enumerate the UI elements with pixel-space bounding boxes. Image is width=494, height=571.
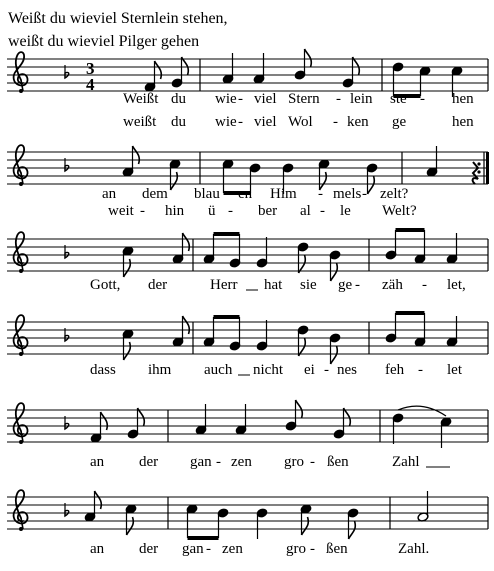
lyric-syllable: en xyxy=(238,186,253,202)
lyric-syllable: Herr xyxy=(210,277,238,293)
lyric-syllable: der xyxy=(139,541,159,557)
note-flag xyxy=(101,412,108,430)
lyric-syllable: an xyxy=(90,541,105,557)
lyric-syllable: viel xyxy=(254,114,277,130)
lyric-syllable: ihm xyxy=(148,362,172,378)
lyric-hyphen: - xyxy=(310,541,315,557)
note-flag xyxy=(124,259,131,277)
lyric-syllable: al xyxy=(300,203,311,219)
lyric-syllable: ßen xyxy=(326,541,348,557)
lyric-syllable: feh xyxy=(385,362,405,378)
note-flag xyxy=(353,57,360,75)
lyric-syllable: hin xyxy=(165,203,185,219)
time-signature-top: 3 xyxy=(86,59,95,78)
note-flag xyxy=(133,146,140,164)
lyric-syllable: an xyxy=(90,454,105,470)
lyric-syllable: blau xyxy=(194,186,220,202)
lyric-hyphen: - xyxy=(333,114,338,130)
lyric-hyphen: - xyxy=(224,186,229,202)
quarter-rest-icon xyxy=(473,162,478,184)
lyric-syllable: zäh xyxy=(382,277,403,293)
lyric-syllable: hat xyxy=(264,277,283,293)
note-flag xyxy=(95,491,102,509)
note-flag xyxy=(368,176,375,194)
lyric-syllable: viel xyxy=(254,91,277,107)
lyric-hyphen: - xyxy=(238,91,243,107)
lyric-hyphen: - xyxy=(318,186,323,202)
lyric-syllable: nes xyxy=(337,362,357,378)
repeat-dot xyxy=(477,162,480,165)
lyric-syllable: ber xyxy=(258,203,278,219)
lyric-syllable: nicht xyxy=(253,362,283,378)
lyric-syllable: ge xyxy=(338,277,353,293)
note-flag xyxy=(124,342,131,360)
lyric-syllable: zen xyxy=(222,541,243,557)
tie xyxy=(398,406,446,416)
lyric-syllable: gro xyxy=(284,454,304,470)
lyric-hyphen: - xyxy=(420,91,425,107)
lyric-syllable: der xyxy=(139,454,159,470)
lyric-syllable: ken xyxy=(347,114,369,130)
lyric-syllable: Zahl. xyxy=(398,541,430,557)
lyric-hyphen: - xyxy=(140,203,145,219)
song-title-line-2: weißt du wieviel Pilger gehen xyxy=(8,33,200,50)
lyric-hyphen: - xyxy=(418,362,423,378)
lyric-hyphen: - xyxy=(238,114,243,130)
lyric-hyphen: - xyxy=(355,277,360,293)
final-barline xyxy=(486,152,489,184)
lyric-syllable: zelt? xyxy=(380,186,409,202)
lyric-syllable: weißt xyxy=(123,114,157,130)
treble-clef-icon xyxy=(14,145,28,186)
note-flag xyxy=(299,338,306,356)
note-flag xyxy=(183,233,190,251)
lyric-syllable: let xyxy=(447,362,462,378)
note-flag xyxy=(296,400,303,418)
lyric-syllable: zen xyxy=(231,454,252,470)
note-flag xyxy=(331,263,338,281)
note-flag xyxy=(349,521,356,539)
lyric-hyphen: - xyxy=(228,203,233,219)
lyric-hyphen: - xyxy=(336,91,341,107)
treble-clef-icon xyxy=(14,490,28,531)
lyric-syllable: mels xyxy=(333,186,362,202)
note-flag xyxy=(299,255,306,273)
lyric-hyphen: - xyxy=(206,541,211,557)
lyric-syllable: ü xyxy=(208,203,216,219)
lyric-syllable: ge xyxy=(392,114,407,130)
lyric-syllable: auch xyxy=(204,362,233,378)
lyric-syllable: Wol xyxy=(288,114,313,130)
lyric-syllable: hen xyxy=(452,114,474,130)
lyric-hyphen: - xyxy=(324,362,329,378)
note-flag xyxy=(182,57,189,75)
lyric-hyphen: - xyxy=(362,186,367,202)
lyric-syllable: du xyxy=(171,114,186,130)
lyric-syllable: gan xyxy=(182,541,204,557)
lyric-syllable: gro xyxy=(286,541,306,557)
note-flag xyxy=(344,408,351,426)
lyric-syllable: Zahl xyxy=(392,454,420,470)
lyric-syllable: du xyxy=(171,91,186,107)
lyric-syllable: Welt? xyxy=(382,203,417,219)
lyric-hyphen: - xyxy=(216,454,221,470)
lyric-syllable: ste xyxy=(390,91,407,107)
lyric-syllable: wie xyxy=(215,114,237,130)
lyric-syllable: an xyxy=(102,186,117,202)
lyric-hyphen: - xyxy=(310,454,315,470)
lyric-syllable: wie xyxy=(215,91,237,107)
treble-clef-icon xyxy=(14,232,28,273)
treble-clef-icon xyxy=(14,315,28,356)
note-flag xyxy=(305,49,312,67)
lyric-syllable: let, xyxy=(447,277,466,293)
treble-clef-icon xyxy=(14,52,28,93)
lyric-syllable: le xyxy=(340,203,351,219)
treble-clef-icon xyxy=(14,403,28,444)
lyric-syllable: sie xyxy=(300,277,317,293)
lyric-syllable: dem xyxy=(142,186,168,202)
note-flag xyxy=(138,408,145,426)
lyric-syllable: gan xyxy=(190,454,212,470)
lyric-syllable: Weißt xyxy=(123,91,159,107)
note-flag xyxy=(155,61,162,79)
lyric-syllable: Gott, xyxy=(90,277,121,293)
note-flag xyxy=(183,316,190,334)
note-flag xyxy=(302,517,309,535)
lyric-syllable: ßen xyxy=(327,454,349,470)
note-flag xyxy=(127,517,134,535)
lyric-syllable: weit xyxy=(108,203,134,219)
lyric-syllable: ei xyxy=(304,362,315,378)
lyric-hyphen: - xyxy=(422,277,427,293)
note-flag xyxy=(171,172,178,190)
lyric-syllable: dass xyxy=(90,362,116,378)
lyric-syllable: Him xyxy=(270,186,297,202)
lyric-syllable: hen xyxy=(452,91,474,107)
lyric-syllable: der xyxy=(148,277,168,293)
lyric-syllable: lein xyxy=(350,91,373,107)
lyric-syllable: Stern xyxy=(288,91,320,107)
time-signature-bottom: 4 xyxy=(86,75,95,94)
repeat-dot xyxy=(477,170,480,173)
song-title-line-1: Weißt du wieviel Sternlein stehen, xyxy=(8,10,228,27)
lyric-hyphen: - xyxy=(320,203,325,219)
